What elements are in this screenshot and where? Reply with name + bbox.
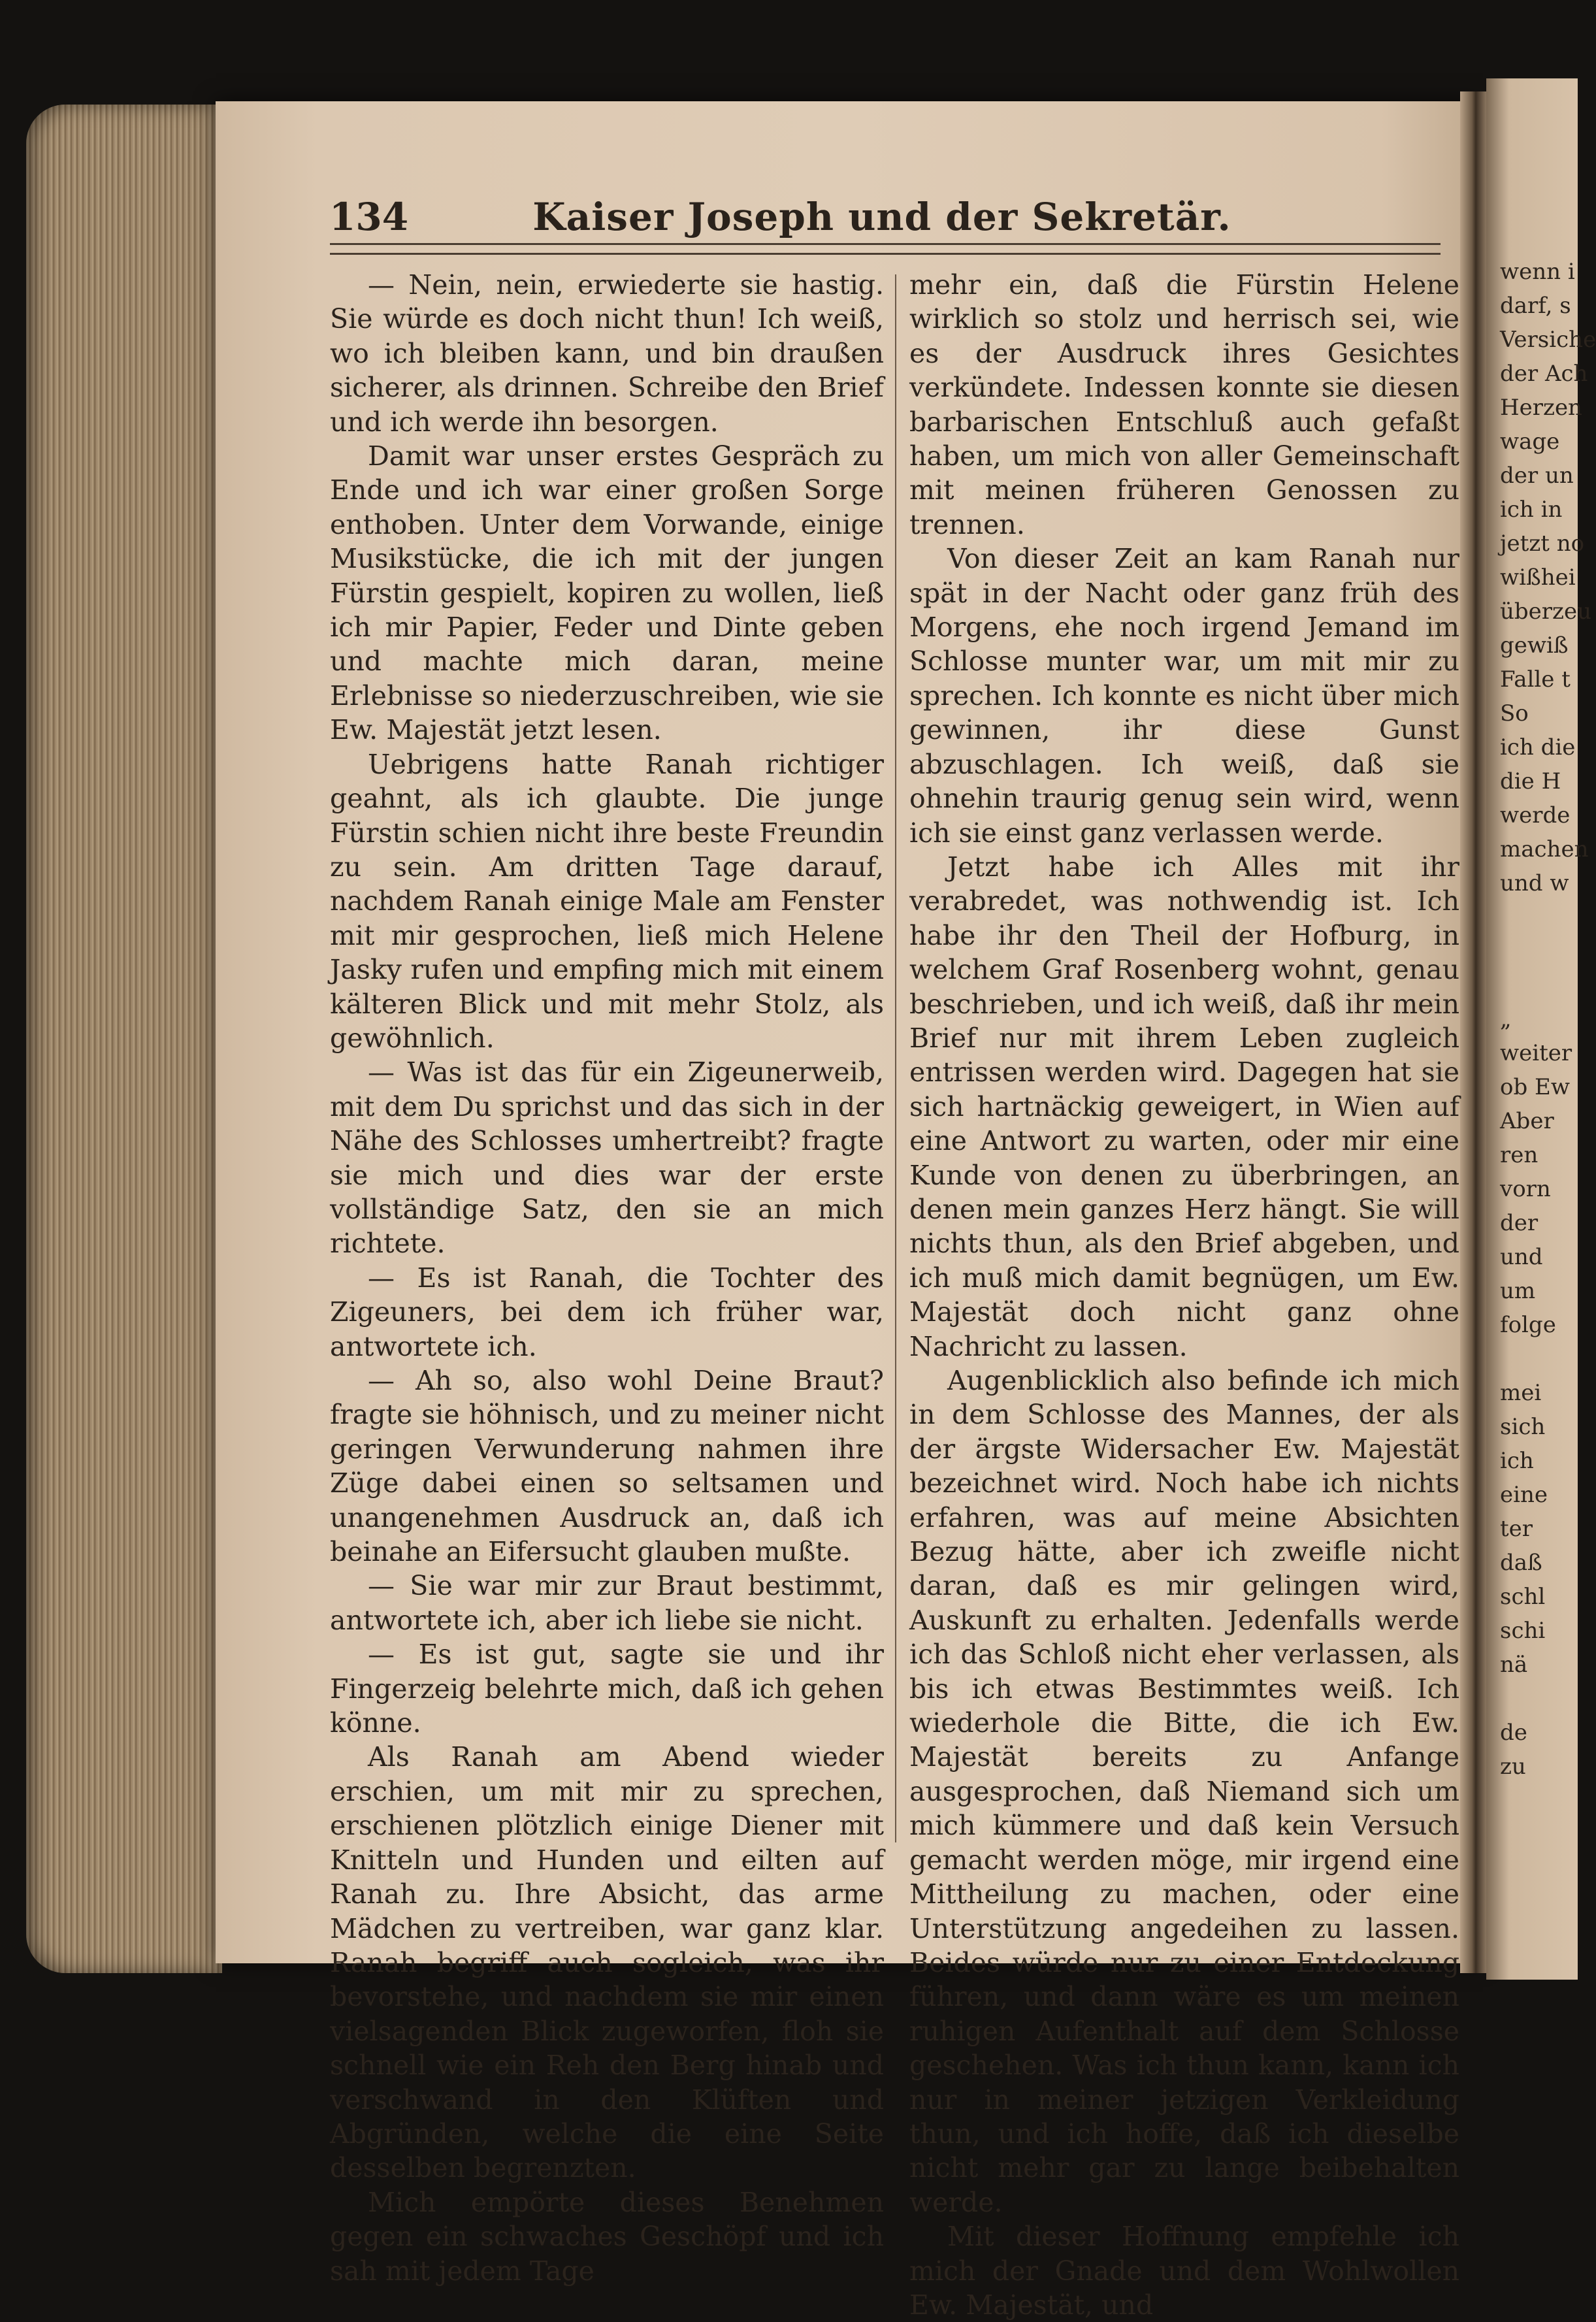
next-page-fragment: ter xyxy=(1500,1516,1533,1542)
next-page-fragment: der Ach xyxy=(1500,361,1588,387)
paragraph: Mit dieser Hoffnung empfehle ich mich der Gnade und dem Wohlwollen Ew. Majestät, und xyxy=(909,2221,1459,2321)
next-page-fragment: sich xyxy=(1500,1414,1546,1440)
next-page-fragment xyxy=(1500,968,1565,1002)
paragraph: Von dieser Zeit an kam Ranah nur spät in der Nacht oder ganz früh des Morgens, ehe noch irgend Jemand im Schlosse munter war, um mit mir zu sprechen. Ich konnte es nicht über mich gewinnen, ihr diese Gunst abzuschlagen. Ich weiß, daß sie ohnehin traurig genug sein wird, wenn ich sie einst ganz verlassen werde. xyxy=(909,543,1459,849)
next-page-fragment: nä xyxy=(1500,1652,1528,1678)
next-page-fragment: der xyxy=(1500,1210,1539,1236)
next-page-fragment: und w xyxy=(1500,870,1569,896)
next-page-fragment: schl xyxy=(1500,1584,1546,1610)
next-page-fragment: der un xyxy=(1500,463,1574,489)
next-page-fragment: „ xyxy=(1500,1006,1512,1032)
next-page-fragment: ich die xyxy=(1500,734,1576,760)
right-column xyxy=(909,268,1459,2321)
paragraph: Damit war unser erstes Gespräch zu Ende und ich war einer großen Sorge enthoben. Unter dem Vorwande, einige Musikstücke, die ich mit der jungen Fürstin gespielt, kopiren zu wollen, ließ ich mir Papier, Feder und Dinte geben und machte mich daran, meine Erlebnisse so niederzuschreiben, wie sie Ew. Majestät jetzt lesen. xyxy=(330,440,884,746)
paragraph: Uebrigens hatte Ranah richtiger geahnt, als ich glaubte. Die junge Fürstin schien nicht ihre beste Freundin zu sein. Am dritten Tage darauf, nachdem Ranah einige Male am Fenster mit mir gesprochen, ließ mich Helene Jasky rufen und empfing mich mit einem kälteren Blick und mit mehr Stolz, als gewöhnlich. xyxy=(330,748,884,1054)
paragraph: Augenblicklich also befinde ich mich in dem Schlosse des Mannes, der als der ärgste Widersacher Ew. Majestät bezeichnet wird. Noch habe ich nichts erfahren, was auf meine Absichten Bezug hätte, aber ich zweifle nicht daran, daß es mir gelingen wird, Auskunft zu erhalten. Jedenfalls werde ich das Schloß nicht eher verlassen, als bis ich etwas Bestimmtes weiß. Ich wiederhole die Bitte, die ich Ew. Majestät bereits zu Anfange ausgesprochen, daß Niemand sich um mich kümmere und daß kein Versuch gemacht werden möge, mir irgend eine Mittheilung zu machen, oder eine Unterstützung angedeihen zu lassen. Beides würde nur zu einer Entdeckung führen, und dann wäre es um meinen ruhigen Aufenthalt auf dem Schlosse geschehen. Was ich thun kann, kann ich nur in meiner jetzigen Verkleidung thun, und ich hoffe, daß ich dieselbe nicht mehr gar zu lange beibehalten werde. xyxy=(909,1365,1459,2218)
page-number: 134 xyxy=(329,195,409,239)
next-page-fragment: wenn i xyxy=(1500,259,1575,285)
paragraph: — Sie war mir zur Braut bestimmt, antwortete ich, aber ich liebe sie nicht. xyxy=(330,1570,884,1636)
next-page-fragment xyxy=(1500,934,1565,968)
next-page-fragment: wißhei xyxy=(1500,564,1576,591)
paragraph: — Was ist das für ein Zigeunerweib, mit dem Du sprichst und das sich in der Nähe des Schlosses umhertreibt? fragte sie mich und dies war der erste vollständige Satz, den sie an mich richtete. xyxy=(330,1056,884,1260)
next-page-fragment: machen xyxy=(1500,836,1589,862)
next-page-fragment: Versiche xyxy=(1500,327,1596,353)
next-page-fragment: schi xyxy=(1500,1618,1546,1644)
next-page-fragment: die H xyxy=(1500,768,1561,794)
next-page-fragment: Herzen xyxy=(1500,395,1582,421)
next-page-fragment: darf, s xyxy=(1500,293,1571,319)
left-column xyxy=(330,268,884,2287)
paragraph: — Es ist gut, sagte sie und ihr Fingerzeig belehrte mich, daß ich gehen könne. xyxy=(330,1639,884,1739)
header-rule xyxy=(330,243,1441,255)
paragraph: Jetzt habe ich Alles mit ihr verabredet, was nothwendig ist. Ich habe ihr den Theil der Hofburg, in welchem Graf Rosenberg wohnt, genau beschrieben, und ich weiß, daß ihr mein Brief nur mit ihrem Leben zugleich entrissen werden wird. Dagegen hat sie sich hartnäckig geweigert, in Wien auf eine Antwort zu warten, oder mir eine Kunde von denen zu überbringen, an denen mein ganzes Herz hängt. Sie will nichts thun, als den Brief abgeben, und ich muß mich damit begnügen, um Ew. Majestät doch nicht ganz ohne Nachricht zu lassen. xyxy=(909,851,1459,1362)
next-page-text xyxy=(1500,255,1596,1888)
next-page-fragment xyxy=(1500,1342,1565,1376)
book-gutter xyxy=(1460,91,1486,1973)
paragraph: — Ah so, also wohl Deine Braut? fragte sie höhnisch, und zu meiner nicht geringen Verwunderung nahmen ihre Züge dabei einen so seltsamen und unangenehmen Ausdruck an, daß ich beinahe an Eifersucht glauben mußte. xyxy=(330,1365,884,1568)
column-divider xyxy=(895,274,896,1842)
next-page-fragment: eine xyxy=(1500,1482,1548,1508)
next-page-fragment: zu xyxy=(1500,1754,1526,1780)
next-page-fragment: daß xyxy=(1500,1550,1542,1576)
next-page-fragment: jetzt no xyxy=(1500,531,1585,557)
running-title: Kaiser Joseph und der Sekretär. xyxy=(532,195,1231,239)
page-header xyxy=(327,189,1437,248)
next-page-fragment: werde xyxy=(1500,802,1571,828)
next-page-fragment: de xyxy=(1500,1720,1527,1746)
next-page-fragment xyxy=(1500,1682,1565,1716)
next-page-fragment: gewiß xyxy=(1500,632,1569,659)
paragraph: — Nein, nein, erwiederte sie hastig. Sie würde es doch nicht thun! Ich weiß, wo ich bleiben kann, und bin draußen sicherer, als drinnen. Schreibe den Brief und ich werde ihn besorgen. xyxy=(330,269,884,438)
next-page-fragment: mei xyxy=(1500,1380,1542,1406)
next-page-fragment xyxy=(1500,900,1565,934)
next-page-fragment: überzeu xyxy=(1500,598,1591,625)
paragraph: mehr ein, daß die Fürstin Helene wirklich so stolz und herrisch sei, wie es der Ausdruck ihres Gesichtes verkündete. Indessen konnte sie diesen barbarischen Entschluß auch gefaßt haben, um mich von aller Gemeinschaft mit meinen früheren Genossen zu trennen. xyxy=(909,269,1459,540)
next-page-fragment: So xyxy=(1500,700,1529,727)
next-page-fragment: weiter xyxy=(1500,1040,1572,1066)
next-page-fragment: um xyxy=(1500,1278,1536,1304)
next-page-fragment: ich in xyxy=(1500,497,1563,523)
next-page-fragment: ob Ew xyxy=(1500,1074,1570,1100)
book-fore-edge xyxy=(26,105,222,1973)
paragraph: Als Ranah am Abend wieder erschien, um mit mir zu sprechen, erschienen plötzlich einige Diener mit Knitteln und Hunden und eilten auf Ranah zu. Ihre Absicht, das arme Mädchen zu vertreiben, war ganz klar. Ranah begriff auch sogleich, was ihr bevorstehe, und nachdem sie mir einen vielsagenden Blick zugeworfen, floh sie schnell wie ein Reh den Berg hinab und verschwand in den Klüften und Abgründen, welche die eine Seite desselben begrenzten. xyxy=(330,1741,884,2184)
next-page-fragment: Aber xyxy=(1500,1108,1554,1134)
next-page-fragment: ren xyxy=(1500,1142,1539,1168)
paragraph: Mich empörte dieses Benehmen gegen ein schwaches Geschöpf und ich sah mit jedem Tage xyxy=(330,2186,884,2287)
next-page-fragment: ich xyxy=(1500,1448,1534,1474)
next-page-fragment: folge xyxy=(1500,1312,1556,1338)
next-page-fragment: und xyxy=(1500,1244,1543,1270)
next-page-fragment: vorn xyxy=(1500,1176,1551,1202)
paragraph: — Es ist Ranah, die Tochter des Zigeuners, bei dem ich früher war, antwortete ich. xyxy=(330,1262,884,1362)
next-page-fragment: wage xyxy=(1500,429,1560,455)
next-page-fragment: Falle t xyxy=(1500,666,1571,693)
